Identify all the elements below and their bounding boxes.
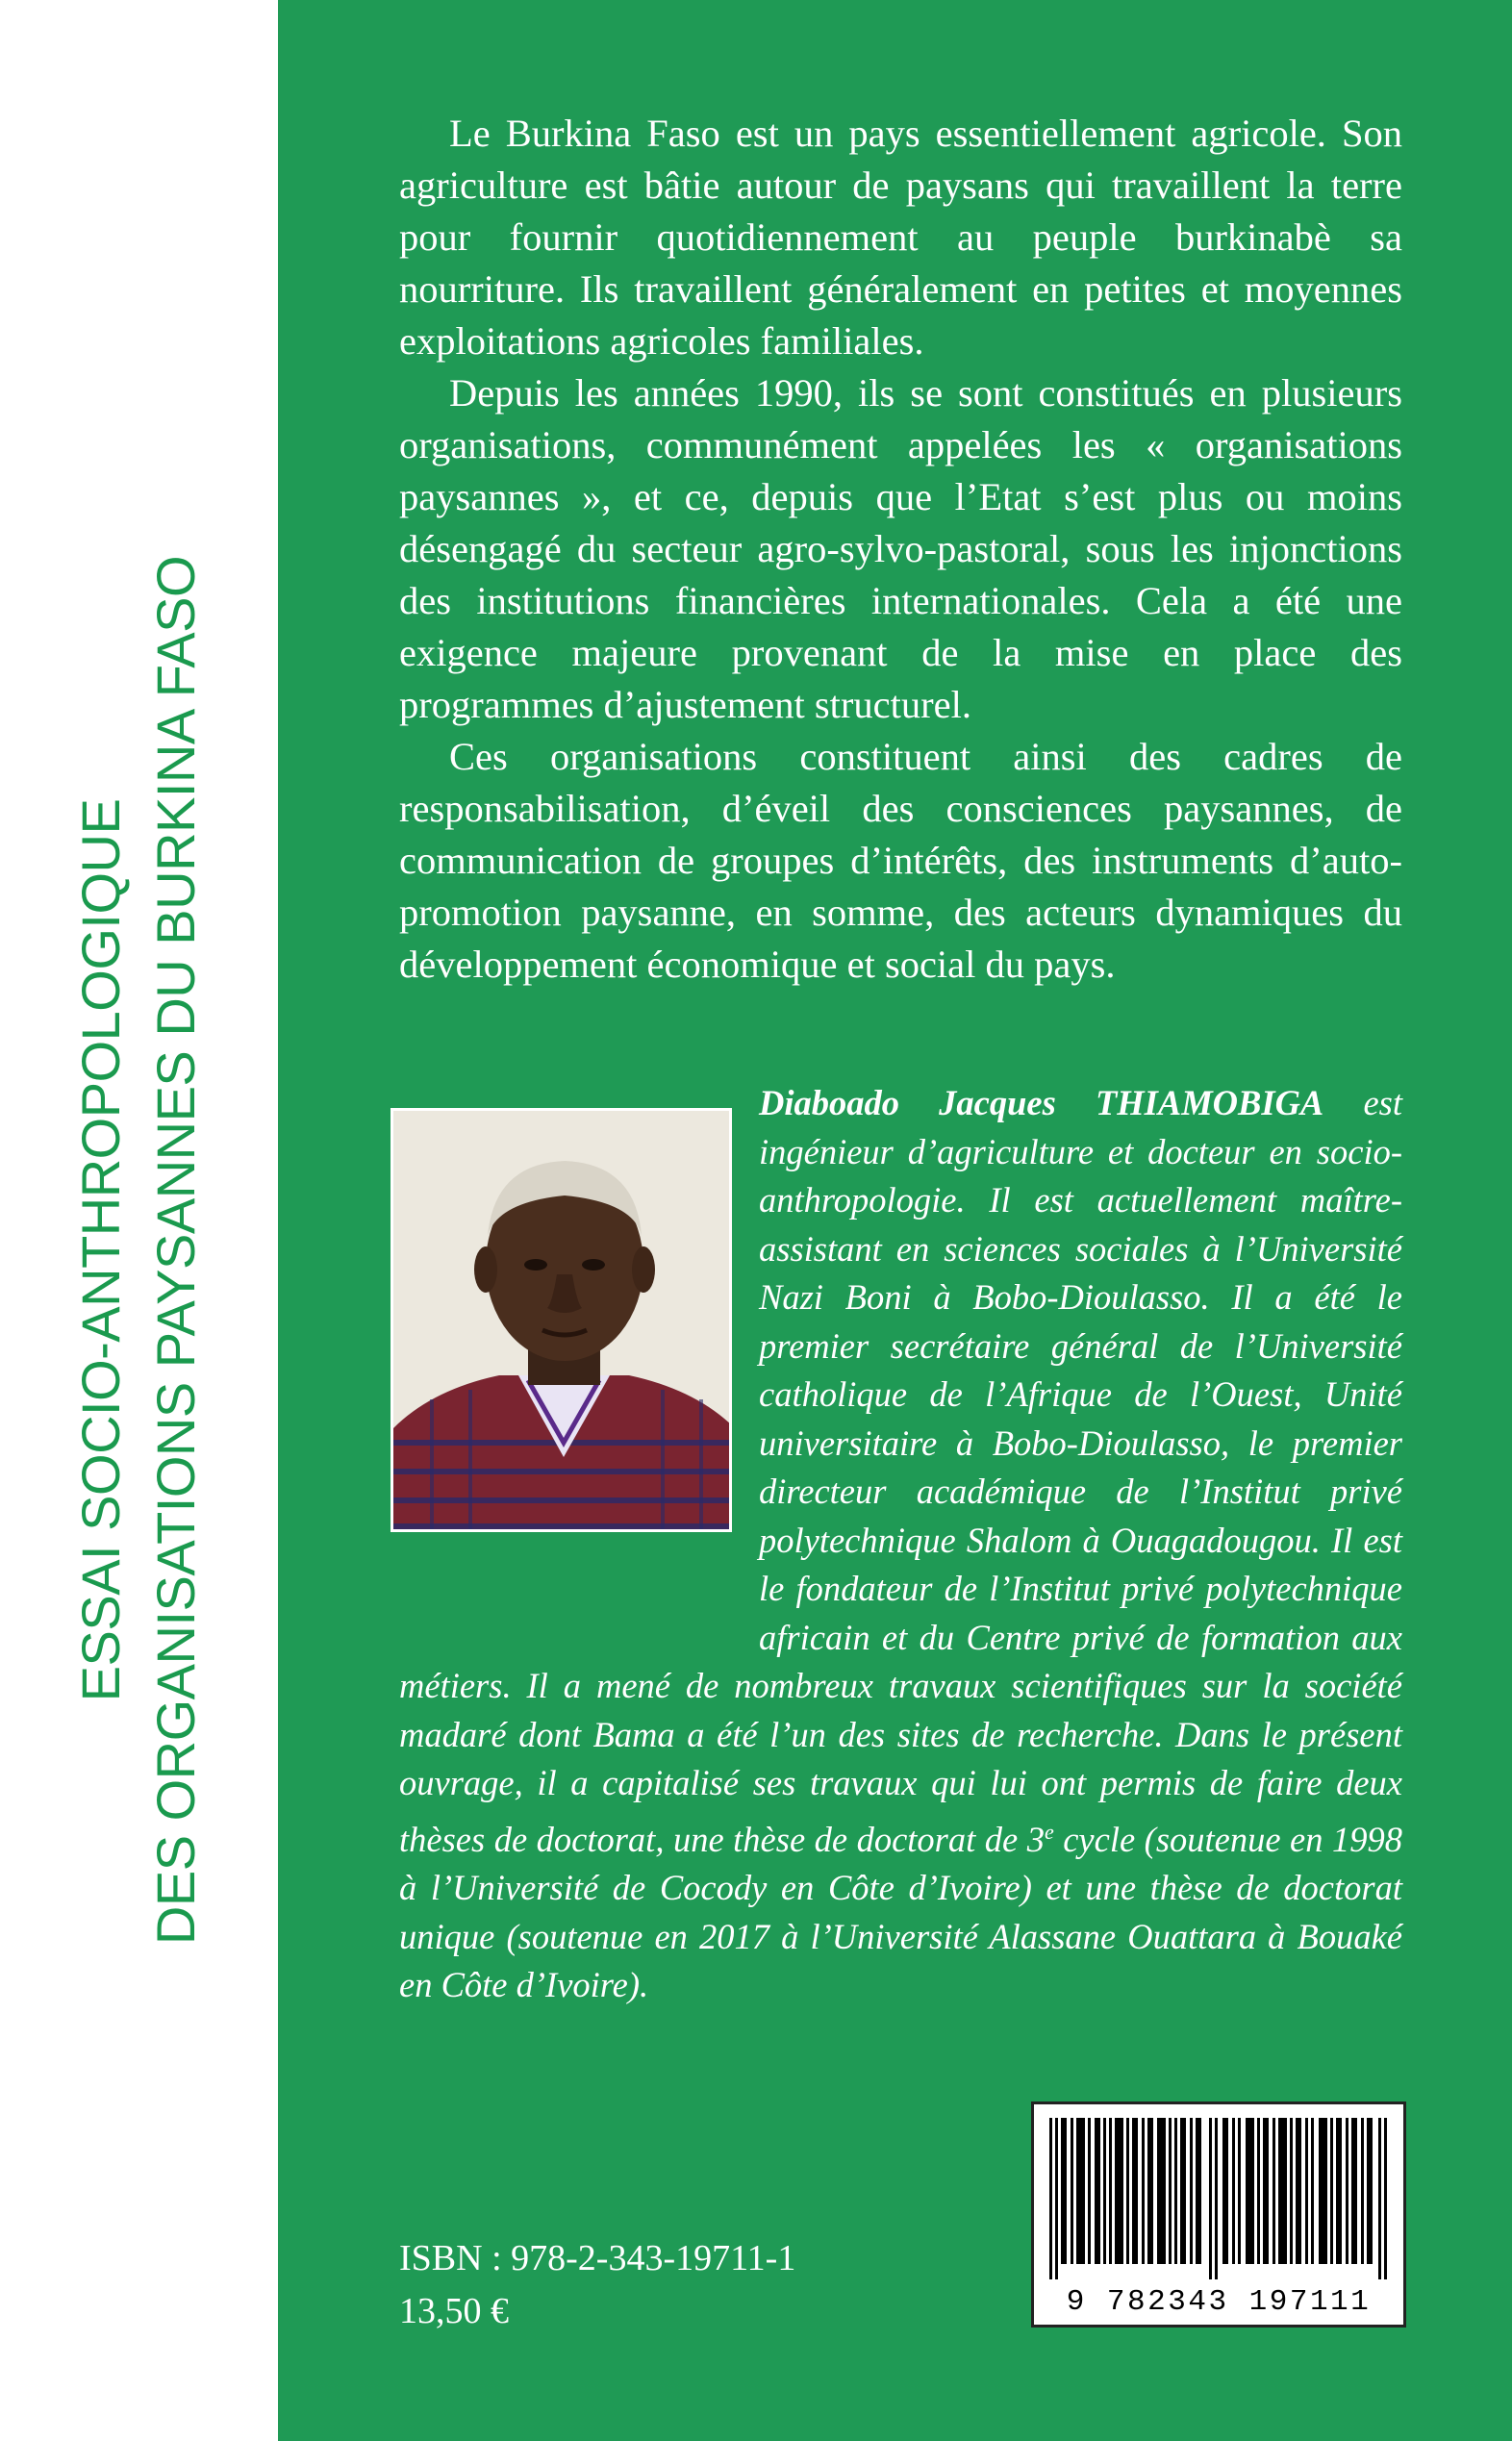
author-photo bbox=[391, 1108, 732, 1532]
author-bio-superscript: e bbox=[1044, 1819, 1054, 1844]
spine-title-line-2: DES ORGANISATIONS PAYSANNES DU BURKINA FASO bbox=[145, 555, 206, 1946]
barcode-digits: 9 782343 197111 bbox=[1066, 2285, 1372, 2319]
isbn: ISBN : 978-2-343-19711-1 bbox=[399, 2238, 796, 2278]
author-bio-text-end: cycle (soutenue en 1998 à l’Université de Cocody en Côte d’Ivoire) et une thèse de doctorat unique (soutenue en 2017 à l’Université Alassane Ouattara à Bouaké en Côte d’Ivoire). bbox=[399, 1819, 1403, 2005]
spine-title bbox=[63, 556, 214, 1945]
author-bio-text: est ingénieur d’agriculture et docteur en socio-anthropologie. Il est actuellement maître-assistant en sciences sociales à l’Université Nazi Boni à Bobo-Dioulasso. Il a été le premier secrétaire général de l’Université catholique de l’Afrique de l’Ouest, Unité universitaire à Bobo-Dioulasso, le premier directeur académique de l’Institut privé polytechnique Shalom à Ouagadougou. Il est le fondateur de l’Institut privé polytechnique africain et du Centre privé de formation aux métiers. Il a mené de nombreux travaux scientifiques sur la société madaré dont Bama a été l’un des sites de recherche. Dans le présent ouvrage, il a capitalisé ses travaux qui lui ont permis de faire deux thèses de doctorat, une thèse de doctorat de 3 bbox=[399, 1083, 1402, 1859]
book-summary bbox=[399, 108, 1402, 991]
summary-paragraph-1: Le Burkina Faso est un pays essentiellement agricole. Son agriculture est bâtie autour de paysans qui travaillent la terre pour fournir quotidiennement au peuple burkinabè sa nourriture. Ils travaillent généralement en petites et moyennes exploitations agricoles familiales. bbox=[399, 112, 1402, 363]
book-spine bbox=[0, 0, 278, 2441]
back-cover-panel bbox=[278, 0, 1512, 2441]
price: 13,50 € bbox=[399, 2291, 509, 2331]
summary-paragraph-2: Depuis les années 1990, ils se sont constitués en plusieurs organisations, communément appelées les « organisations paysannes », et ce, depuis que l’Etat s’est plus ou moins désengagé du secteur agro-sylvo-pastoral, sous les injonctions des institutions financières internationales. Cela a été une exigence majeure provenant de la mise en place des programmes d’ajustement structurel. bbox=[399, 371, 1402, 726]
summary-paragraph-3: Ces organisations constituent ainsi des cadres de responsabilisation, d’éveil des consciences paysannes, de communication de groupes d’intérêts, des instruments d’auto-promotion paysanne, en somme, des acteurs dynamiques du développement économique et social du pays. bbox=[399, 735, 1402, 986]
author-name: Diaboado Jacques THIAMOBIGA bbox=[759, 1083, 1324, 1122]
spine-title-line-1: ESSAI SOCIO-ANTHROPOLOGIQUE bbox=[70, 798, 131, 1702]
barcode bbox=[1031, 2101, 1406, 2328]
barcode-bars bbox=[1047, 2118, 1392, 2279]
